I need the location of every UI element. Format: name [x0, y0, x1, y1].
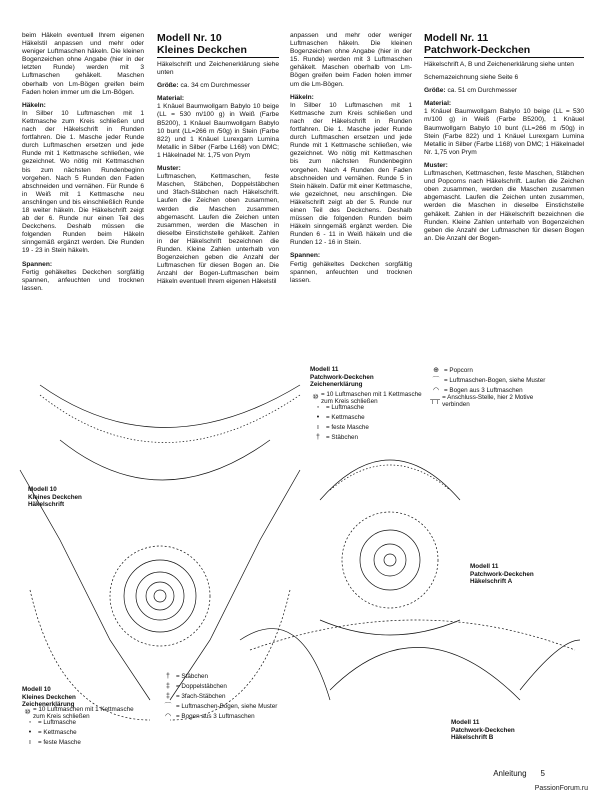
model-11-legend-right: ⊕ = Popcorn ⌒ = Luftmaschen-Bogen, siehe Muster ◠ = Bogen aus 3 Luftmaschen ┬┬ = Anschluss-Stelle, hier 2 Motive verbinden: [430, 367, 546, 408]
col4-sub: Häkelschrift A, B und Zeichenerklärung siehe unten: [424, 61, 574, 68]
col4-material: 1 Knäuel Baumwollgarn Babylo 10 beige (LL = 530 m/100 g) in Weiß (Farbe B5200), 1 Knäuel Baumwollgarn Babylo 10 bunt (LL=266 m /50g) in Stein (Farbe 822) und 1 Knäuel Lurexgarn Lumina Metallic in Silber (Farbe L168) von DMC; 1 Häkelnadel Nr. 1,75 von Prym: [424, 108, 584, 156]
watermark: PassionForum.ru: [534, 785, 588, 792]
model-11-chart-a-label: Modell 11 Patchwork-Deckchen Häkelschrift A: [470, 563, 534, 586]
col1-haekeln-heading: Häkeln:: [22, 101, 46, 109]
col3-haekeln: In Silber 10 Luftmaschen mit 1 Kettmasche zum Kreis schließen und nach der Häkelschrift in Runden fortfahren. Die 1. Masche jeder Runde durch Luftmaschen ersetzen und jede Runde mit 1 Kettmasche schließen, wie gezeichnet. Wo nötig mit Kettmaschen bis zum nächsten Rundenbeginn vorgehen. Nach 4 Runden den Faden abschneiden und vernähen. Runde 5 in Stein häkeln. Dafür mit einer Kettmasche, wie gezeichnet, neu anschlingen. Die Häkelschrift zeigt ab der 5. Runde nur einen Teil des Deckchens. Deshalb müssen die folgenden Runden beim Häkeln sinngemäß ergänzt werden. Die Runden 6 - 11 in Weiß häkeln und die Runden 12 - 16 in Stein.: [290, 101, 412, 247]
col3-haekeln-heading: Häkeln:: [290, 93, 314, 101]
model-11-chart-a: [320, 460, 460, 635]
model-11-legend-left: ⑩ = 10 Luftmaschen mit 1 Kettmasche zum Kreis schließen ◦ = Luftmasche • = Kettmasche ı = feste Masche † = Stäbchen: [312, 390, 422, 442]
col3-intro: anpassen und mehr oder weniger Luftmaschen häkeln. Die kleinen Bogenzeichen ohne Angabe (hier in der 15. Runde) werden mit 3 Luftmaschen gehäkelt. Maschen oberhalb von Lm-Bögen greifen beim Faden holen immer um die Lm-Bögen.: [290, 32, 412, 88]
footer-label: Anleitung: [493, 769, 527, 778]
col4-muster-heading: Muster:: [424, 161, 448, 169]
model-10-chart: [20, 385, 300, 720]
model-10-key-title: Modell 10 Kleines Deckchen Zeichenerklärung: [22, 686, 76, 709]
page-number: 5: [540, 769, 545, 778]
col1-haekeln: In Silber 10 Luftmaschen mit 1 Kettmasche zum Kreis schließen und nach der Häkelschrift in Runden fortfahren. Die 1. Masche jeder Runde durch Luftmaschen ersetzen und jede Runde mit 1 Kettmasche schließen, wie gezeichnet. Wo nötig mit Kettmaschen bis zum nächsten Rundenbeginn vorgehen. Nach 5 Runden den Faden abschneiden und vernähen. Für Runde 6 in Weiß mit 1 Kettmasche neu anschlingen und bis einschließlich Runde 18 weiter häkeln. Die Häkelschrift zeigt ab der 6. Runde nur einen Teil des Deckchens. Deshalb müssen die folgenden Runden beim Häkeln sinngemäß ergänzt werden. Die Runden 19 - 23 in Stein häkeln.: [22, 109, 144, 255]
col4-schema: Schemazeichnung siehe Seite 6: [424, 74, 519, 82]
model-10-legend-right: † = Stäbchen ‡ = Doppelstäbchen ‡ = 3fach-Stäbchen ⌒ = Luftmaschen-Bogen, siehe Muster ◠ = Bogen aus 3 Luftmaschen: [164, 673, 278, 721]
model-11-heading: Modell Nr. 11 Patchwork-Deckchen: [424, 32, 584, 58]
col4-muster: Luftmaschen, Kettmaschen, feste Maschen, Stäbchen und Popcorns nach Häkelschrift. Laufen die Zeichen oben zusammen, werden die Maschen zusammen abgemascht. Laufen die Zeichen unten zusammen, werden die Maschen in dieselbe Einstichstelle gehäkelt. Zahlen in der Häkelschrift bezeichnen die Runden. Kleine Zahlen unterhalb von Bogenzeichen geben die Anzahl der Luftmaschen für diesen Bogen an. Die Anzahl der Bogen-: [424, 170, 584, 242]
col2-sub: Häkelschrift und Zeichenerklärung siehe unten: [157, 61, 279, 77]
col4-size: Größe: ca. 51 cm Durchmesser: [424, 87, 518, 95]
col3-spannen: Fertig gehäkeltes Deckchen sorgfältig spannen, anfeuchten und trocknen lassen.: [290, 260, 412, 284]
col2-muster: Luftmaschen, Kettmaschen, feste Maschen, Stäbchen, Doppelstäbchen und 3fach-Stäbchen nach Häkelschrift. Laufen die Zeichen oben zusammen, werden die Maschen zusammen abgemascht. Laufen die Zeichen unten zusammen, werden die Maschen in dieselbe Einstichstelle gehäkelt. Zahlen in der Häkelschrift bezeichnen die Runden. Kleine Zahlen unterhalb von Bogenzeichen geben die Anzahl der Luftmaschen für diesen Bogen an. Die Anzahl der Bogen-Luftmaschen beim Häkeln eventuell Ihrem eigenen Häkelstil: [157, 173, 279, 286]
col2-material-heading: Material:: [157, 95, 185, 103]
model-10-legend-left: ⑩ = 10 Luftmaschen mit 1 Kettmasche zum Kreis schließen ◦ = Luftmasche • = Kettmasche ı = feste Masche: [24, 705, 134, 747]
model-10-heading: Modell Nr. 10 Kleines Deckchen: [157, 32, 279, 58]
model-11-key-title: Modell 11 Patchwork-Deckchen Zeichenerklärung: [310, 366, 374, 389]
page-footer: [479, 769, 545, 778]
model-11-chart-b: [240, 620, 580, 700]
col1-spannen-heading: Spannen:: [22, 260, 53, 268]
col2-material: 1 Knäuel Baumwollgarn Babylo 10 beige (LL = 530 m/100 g) in Weiß (Farbe B5200), 1 Knäuel Baumwollgarn Babylo 10 bunt (LL=266 m /50g) in Stein (Farbe 822) und 1 Knäuel Lurexgarn Lumina Metallic in Silber (Farbe L168) von DMC; 1 Häkelnadel Nr. 1,75 von Prym: [157, 103, 279, 159]
col1-spannen: Fertig gehäkeltes Deckchen sorgfältig spannen, anfeuchten und trocknen lassen.: [22, 268, 144, 292]
model-11-chart-b-label: Modell 11 Patchwork-Deckchen Häkelschrift B: [451, 719, 515, 742]
col2-size: Größe: ca. 34 cm Durchmesser: [157, 82, 251, 90]
col4-material-heading: Material:: [424, 100, 452, 108]
model-10-chart-label: Modell 10 Kleines Deckchen Häkelschrift: [28, 486, 82, 509]
col1-intro: beim Häkeln eventuell Ihrem eigenen Häkelstil anpassen und mehr oder weniger Luftmaschen häkeln. Die kleinen Bogenzeichen ohne Angabe (hier in der letzten Runde) werden mit 3 Luftmaschen gehäkelt. Maschen oberhalb von Lm-Bögen greifen beim Faden holen immer um die Lm-Bögen.: [22, 32, 144, 96]
col3-spannen-heading: Spannen:: [290, 252, 321, 260]
col2-muster-heading: Muster:: [157, 165, 181, 173]
